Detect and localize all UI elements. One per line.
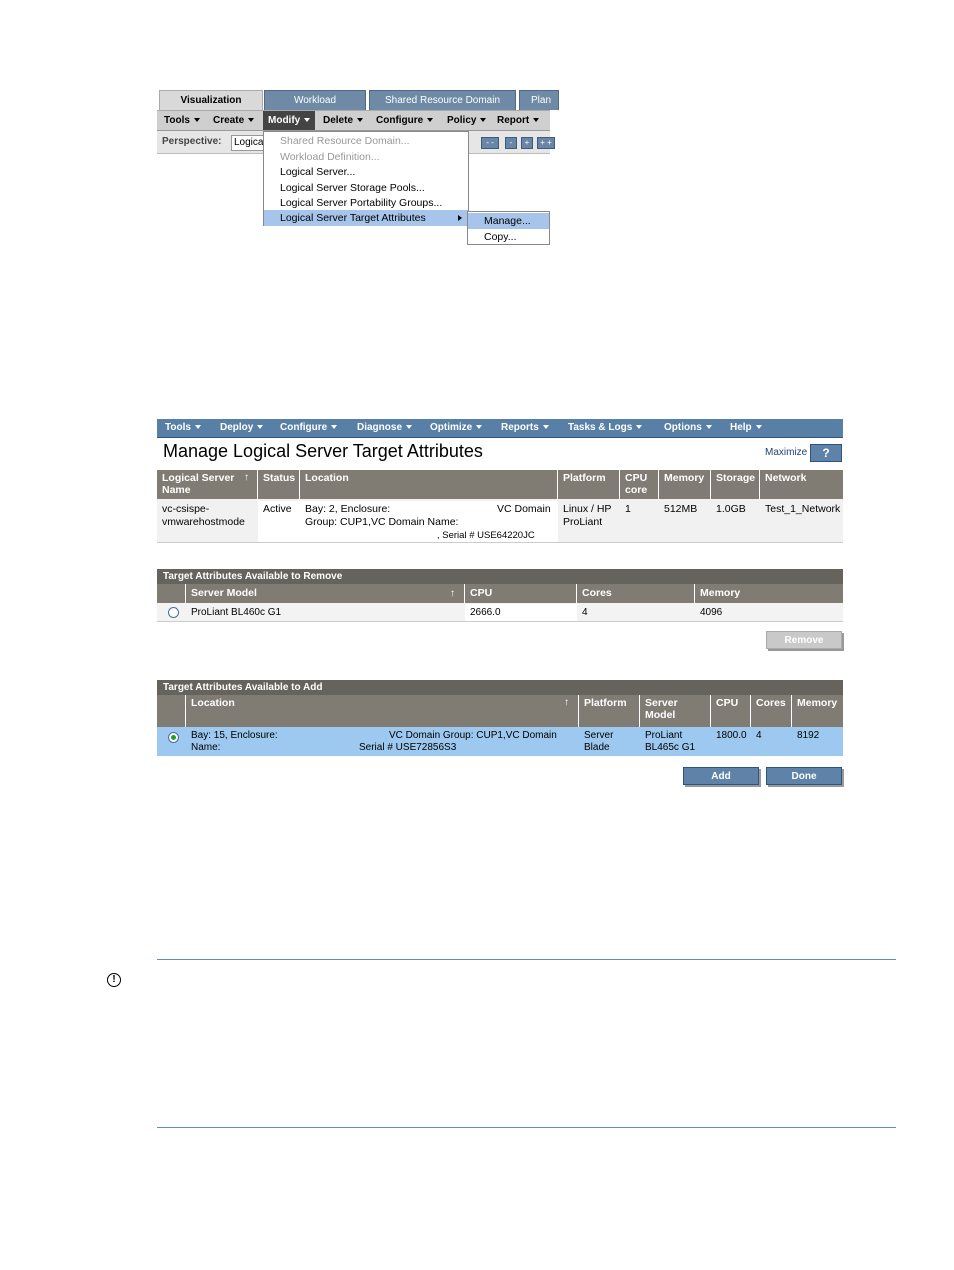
remove-section-title: Target Attributes Available to Remove xyxy=(157,569,843,584)
cell-memory: 512MB xyxy=(664,503,698,515)
chevron-down-icon xyxy=(427,118,433,122)
perspective-select[interactable]: Logica xyxy=(231,135,275,151)
cell-cores: 4 xyxy=(756,730,762,741)
chevron-down-icon xyxy=(248,118,254,122)
important-icon: ! xyxy=(107,973,121,987)
cell-cpu: 2666.0 xyxy=(465,604,577,621)
location-line-1: Bay: 15, Enclosure: xyxy=(191,730,278,741)
cell-location xyxy=(300,501,558,542)
col-platform[interactable]: Platform xyxy=(558,470,620,499)
cell-platform: Server Blade xyxy=(584,730,614,753)
cell-memory: 4096 xyxy=(700,607,723,618)
cell-server-name: vc-csispe-vmwarehostmode xyxy=(162,503,245,528)
chevron-down-icon xyxy=(756,425,762,429)
note-bottom-rule xyxy=(157,1127,896,1128)
nav-tasks-logs[interactable]: Tasks & Logs xyxy=(568,419,642,437)
cell-server-model: ProLiant BL460c G1 xyxy=(191,607,282,618)
cell-cpu: 1 xyxy=(625,503,631,515)
table-row[interactable] xyxy=(157,499,843,543)
col-memory[interactable]: Memory xyxy=(700,587,741,599)
remove-button[interactable]: Remove xyxy=(766,631,842,649)
nav-help[interactable]: Help xyxy=(730,419,762,437)
maximize-link[interactable]: Maximize xyxy=(765,447,808,458)
cell-status: Active xyxy=(258,501,300,542)
col-cores[interactable]: Cores xyxy=(751,695,792,727)
nav-optimize[interactable]: Optimize xyxy=(430,419,482,437)
add-section-title: Target Attributes Available to Add xyxy=(157,680,843,695)
chevron-down-icon xyxy=(706,425,712,429)
tab-plan[interactable]: Plan xyxy=(519,90,559,110)
table-row[interactable] xyxy=(157,727,843,756)
menu-bar xyxy=(157,110,550,131)
location-line-1b: VC Domain Group: CUP1,VC Domain xyxy=(389,730,557,741)
nav-options[interactable]: Options xyxy=(664,419,712,437)
target-attributes-submenu xyxy=(467,211,550,245)
help-button[interactable]: ? xyxy=(810,444,842,462)
table-row[interactable] xyxy=(157,603,843,622)
cell-cores: 4 xyxy=(582,607,588,618)
nav-reports[interactable]: Reports xyxy=(501,419,549,437)
location-line-2: Name: xyxy=(191,742,221,753)
menu-policy[interactable]: Policy xyxy=(442,111,491,130)
col-server-model[interactable]: Server Model xyxy=(640,695,711,727)
col-cpu-core[interactable]: CPU core xyxy=(620,470,659,499)
chevron-down-icon xyxy=(480,118,486,122)
modify-dropdown xyxy=(263,131,469,226)
menu-item-shared-resource-domain[interactable]: Shared Resource Domain... xyxy=(280,135,410,147)
manage-target-attributes-screenshot xyxy=(157,419,843,787)
add-table-header xyxy=(157,695,843,727)
sort-up-icon: ↑ xyxy=(564,697,569,708)
sort-up-icon: ↑ xyxy=(244,472,249,483)
chevron-down-icon xyxy=(406,425,412,429)
col-logical-server-name[interactable]: Logical Server Name ↑ xyxy=(157,470,258,499)
sort-up-icon: ↑ xyxy=(450,588,455,599)
cell-memory: 8192 xyxy=(797,730,820,741)
menu-item-workload-definition[interactable]: Workload Definition... xyxy=(280,151,380,163)
col-server-model[interactable]: Server Model ↑ xyxy=(186,584,465,603)
menu-item-storage-pools[interactable]: Logical Server Storage Pools... xyxy=(280,182,425,194)
menu-report[interactable]: Report xyxy=(492,111,544,130)
col-memory[interactable]: Memory xyxy=(659,470,711,499)
cell-platform: Linux / HP ProLiant xyxy=(563,503,612,528)
menu-item-target-attributes[interactable]: Logical Server Target Attributes xyxy=(264,210,468,226)
remove-row-radio[interactable] xyxy=(168,607,179,618)
zoom-out-far-button[interactable]: - - xyxy=(481,137,499,149)
cell-cpu: 1800.0 xyxy=(716,730,747,741)
menu-item-copy[interactable]: Copy... xyxy=(484,231,517,243)
chevron-down-icon xyxy=(195,425,201,429)
col-cpu[interactable]: CPU xyxy=(465,584,577,603)
chevron-down-icon xyxy=(636,425,642,429)
col-location[interactable]: Location xyxy=(300,470,558,499)
col-platform[interactable]: Platform xyxy=(579,695,640,727)
menu-item-logical-server[interactable]: Logical Server... xyxy=(280,166,356,178)
chevron-down-icon xyxy=(533,118,539,122)
menu-item-portability-groups[interactable]: Logical Server Portability Groups... xyxy=(280,197,443,209)
chevron-down-icon xyxy=(331,425,337,429)
tab-workload[interactable]: Workload xyxy=(264,90,366,110)
done-button[interactable]: Done xyxy=(766,767,842,785)
col-location[interactable]: Location ↑ xyxy=(186,695,579,727)
modify-menu-screenshot xyxy=(157,88,550,245)
remove-table-header xyxy=(157,584,843,603)
location-line-2b: Serial # USE72856S3 xyxy=(359,742,457,753)
chevron-down-icon xyxy=(543,425,549,429)
cell-network: Test_1_Network xyxy=(765,503,841,515)
menu-modify[interactable]: Modify xyxy=(263,111,315,130)
menu-configure[interactable]: Configure xyxy=(371,111,438,130)
zoom-out-button[interactable]: - xyxy=(505,137,517,149)
col-network[interactable]: Network xyxy=(765,472,807,484)
chevron-down-icon xyxy=(194,118,200,122)
col-cores[interactable]: Cores xyxy=(577,584,695,603)
col-storage[interactable]: Storage xyxy=(711,470,760,499)
tab-bar xyxy=(157,88,550,110)
nav-configure[interactable]: Configure xyxy=(280,419,337,437)
col-status[interactable]: Status xyxy=(258,470,300,499)
col-memory[interactable]: Memory xyxy=(797,697,838,709)
cell-storage: 1.0GB xyxy=(716,503,746,515)
add-button[interactable]: Add xyxy=(683,767,759,785)
location-line-2: Group: CUP1,VC Domain Name: xyxy=(305,516,459,528)
server-table-header xyxy=(157,470,843,499)
chevron-down-icon xyxy=(357,118,363,122)
col-select xyxy=(157,584,186,603)
add-row-radio[interactable] xyxy=(168,732,179,743)
cell-location xyxy=(186,728,579,756)
nav-deploy[interactable]: Deploy xyxy=(220,419,263,437)
location-line-3: , Serial # USE64220JC xyxy=(437,530,535,541)
col-select xyxy=(157,695,186,727)
tab-shared-resource-domain[interactable]: Shared Resource Domain xyxy=(369,90,516,110)
chevron-right-icon xyxy=(458,215,462,221)
tab-visualization[interactable]: Visualization xyxy=(159,90,263,110)
menu-create[interactable]: Create xyxy=(208,111,259,130)
chevron-down-icon xyxy=(257,425,263,429)
menu-delete[interactable]: Delete xyxy=(318,111,368,130)
zoom-in-far-button[interactable]: + + xyxy=(537,137,555,149)
chevron-down-icon xyxy=(476,425,482,429)
zoom-in-button[interactable]: + xyxy=(521,137,533,149)
note-top-rule xyxy=(157,959,896,960)
location-line-1b: VC Domain xyxy=(497,503,551,515)
cell-server-model: ProLiant BL465c G1 xyxy=(645,730,696,753)
menu-tools[interactable]: Tools xyxy=(159,111,205,130)
nav-diagnose[interactable]: Diagnose xyxy=(357,419,412,437)
col-cpu[interactable]: CPU xyxy=(711,695,751,727)
chevron-down-icon xyxy=(304,118,310,122)
nav-tools[interactable]: Tools xyxy=(165,419,201,437)
menu-item-manage[interactable]: Manage... xyxy=(468,213,549,229)
location-line-1: Bay: 2, Enclosure: xyxy=(305,503,391,515)
top-nav xyxy=(157,419,843,438)
perspective-label: Perspective: xyxy=(162,136,222,147)
page-title: Manage Logical Server Target Attributes xyxy=(163,441,483,461)
